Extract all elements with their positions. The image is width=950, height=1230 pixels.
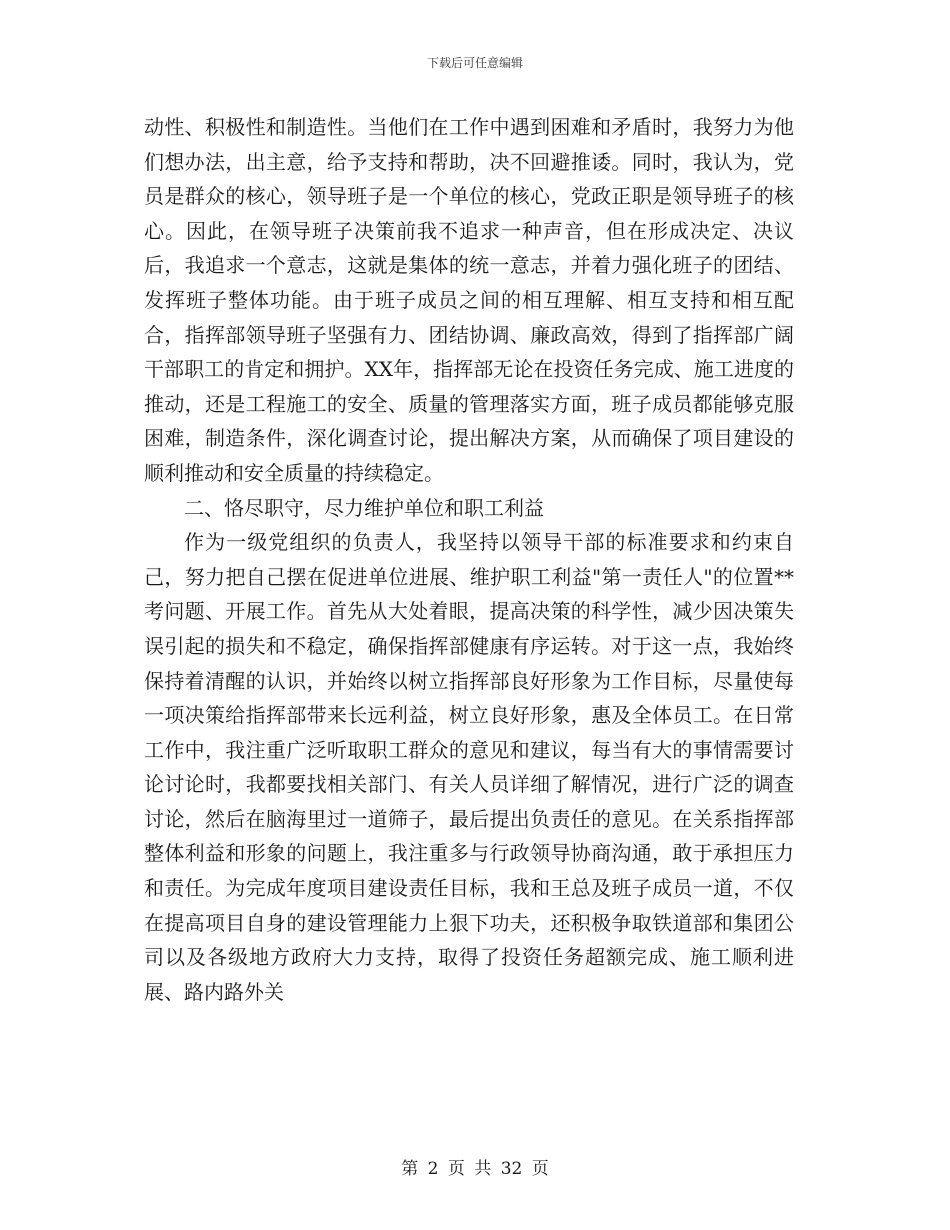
page-number: 第 2 页 共 32 页 <box>401 1159 549 1179</box>
section-heading: 二、恪尽职守，尽力维护单位和职工利益 <box>184 495 544 520</box>
paragraph: 作为一级党组织的负责人，我坚持以领导干部的标准要求和约束自己，努力把自己摆在促进单位进展、维护职工利益"第一责任人"的位置**考问题、开展工作。首先从大处着眼，提高决策的科学性，减少因决策失误引起的损失和不稳定，确保指挥部健康有序运转。对于这一点，我始终保持着清醒的认识，并始终以树立指挥部良好形象为工作目标，尽量使每一项决策给指挥部带来长远利益，树立良好形象，惠及全体员工。在日常工作中，我注重广泛听取职工群众的意见和建议，每当有大的事情需要讨论讨论时，我都要找相关部门、有关人员详细了解情况，进行广泛的调查讨论，然后在脑海里过一道筛子，最后提出负责任的意见。在关系指挥部整体利益和形象的问题上，我注重多与行政领导协商沟通，敢于承担压力和责任。为完成年度项目建设责任目标，我和王总及班子成员一道，不仅在提高项目自身的建设管理能力上狠下功夫，还积极争取铁道部和集团公司以及各级地方政府大力支持，取得了投资任务超额完成、施工顺利进展、路内路外关 <box>144 530 794 1004</box>
paragraph-continued: 动性、积极性和制造性。当他们在工作中遇到困难和矛盾时，我努力为他们想办法，出主意，给予支持和帮助，决不回避推诿。同时，我认为，党员是群众的核心，领导班子是一个单位的核心，党政正职是领导班子的核心。因此，在领导班子决策前我不追求一种声音，但在形成决定、决议后，我追求一个意志，这就是集体的统一意志，并着力强化班子的团结、发挥班子整体功能。由于班子成员之间的相互理解、相互支持和相互配合，指挥部领导班子坚强有力、团结协调、廉政高效，得到了指挥部广阔干部职工的肯定和拥护。XX年，指挥部无论在投资任务完成、施工进度的推动，还是工程施工的安全、质量的管理落实方面，班子成员都能够克服困难，制造条件，深化调查讨论，提出解决方案，从而确保了项目建设的顺利推动和安全质量的持续稳定。 <box>144 115 794 485</box>
document-body <box>144 110 794 1009</box>
page-header-note: 下载后可任意编辑 <box>426 56 523 70</box>
